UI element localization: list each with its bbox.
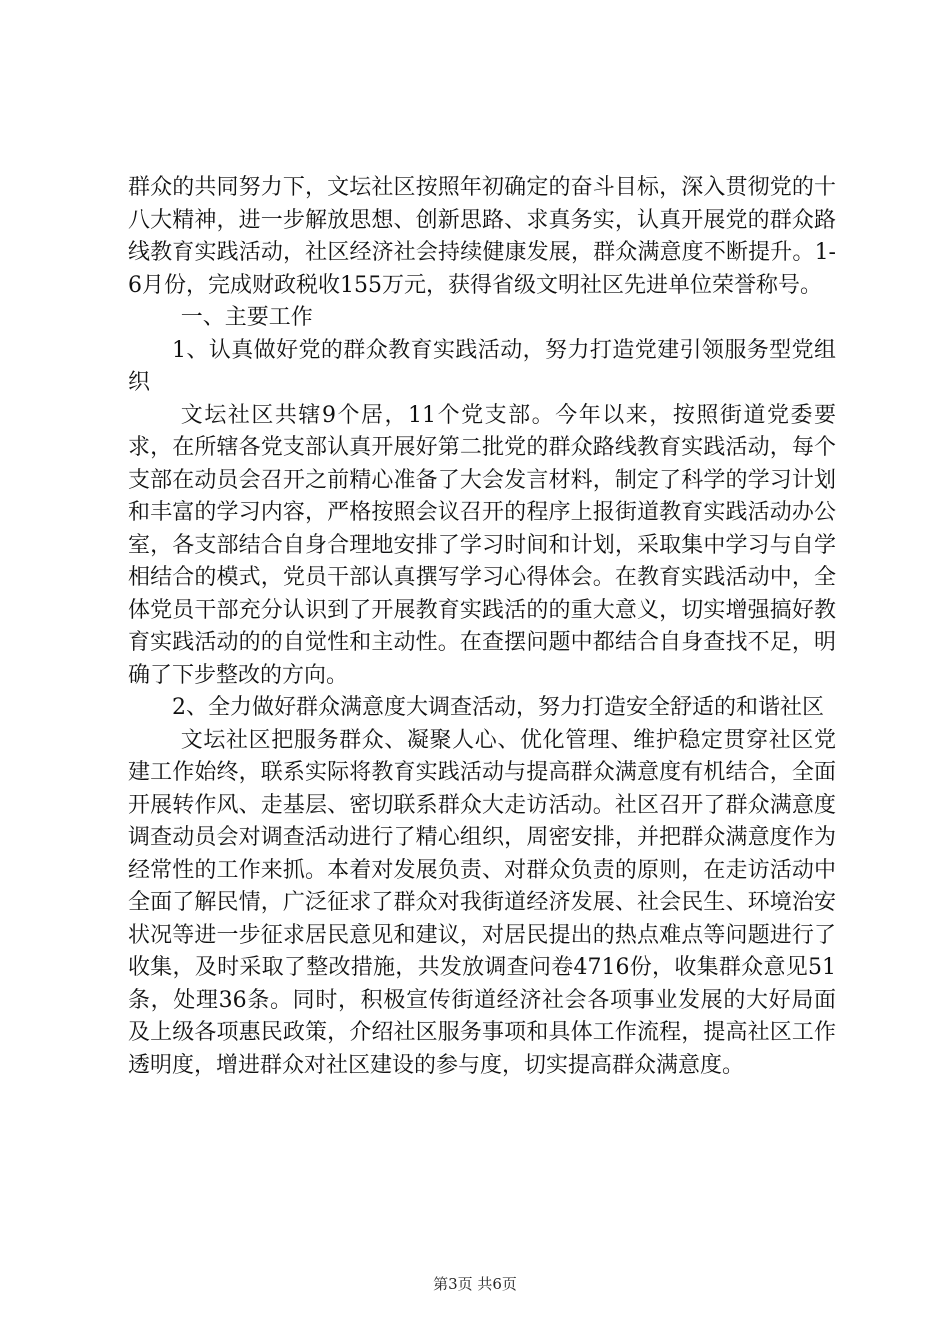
- subheading-satisfaction-survey: 2、全力做好群众满意度大调查活动，努力打造安全舒适的和谐社区: [172, 695, 824, 720]
- paragraph-satisfaction-survey: 文坛社区把服务群众、凝聚人心、优化管理、维护稳定贯穿社区党建工作始终，联系实际将教育实践活动与提高群众满意度有机结合，全面开展转作风、走基层、密切联系群众大走访活动。社区召开了群众满意度调查动员会对调查活动进行了精心组织，周密安排，并把群众满意度作为经常性的工作来抓。本着对发展负责、对群众负责的原则，在走访活动中全面了解民情，广泛征求了群众对我街道经济发展、社会民生、环境治安状况等进一步征求居民意见和建议，对居民提出的热点难点等问题进行了收集，及时采取了整改措施，共发放调查问卷4716份，收集群众意见51条，处理36条。同时，积极宣传街道经济社会各项事业发展的大好局面及上级各项惠民政策，介绍社区服务事项和具体工作流程，提高社区工作透明度，增进群众对社区建设的参与度，切实提高群众满意度。: [128, 727, 836, 1078]
- page-number-footer: 第3页 共6页: [433, 1275, 517, 1293]
- subheading-party-education: 1、认真做好党的群众教育实践活动，努力打造党建引领服务型党组织: [128, 337, 836, 395]
- document-body: [128, 172, 836, 1082]
- paragraph-intro-continuation: 群众的共同努力下，文坛社区按照年初确定的奋斗目标，深入贯彻党的十八大精神，进一步解放思想、创新思路、求真务实，认真开展党的群众路线教育实践活动，社区经济社会持续健康发展，群众满意度不断提升。1-6月份，完成财政税收155万元，获得省级文明社区先进单位荣誉称号。: [128, 175, 836, 298]
- paragraph-party-education: 文坛社区共辖9个居，11个党支部。今年以来，按照街道党委要求，在所辖各党支部认真开展好第二批党的群众路线教育实践活动，每个支部在动员会召开之前精心准备了大会发言材料，制定了科学的学习计划和丰富的学习内容，严格按照会议召开的程序上报街道教育实践活动办公室，各支部结合自身合理地安排了学习时间和计划，采取集中学习与自学相结合的模式，党员干部认真撰写学习心得体会。在教育实践活动中，全体党员干部充分认识到了开展教育实践活的的重大意义，切实增强搞好教育实践活动的的自觉性和主动性。在查摆问题中都结合自身查找不足，明确了下步整改的方向。: [128, 402, 836, 688]
- section-heading-main-work: 一、主要工作: [180, 305, 313, 330]
